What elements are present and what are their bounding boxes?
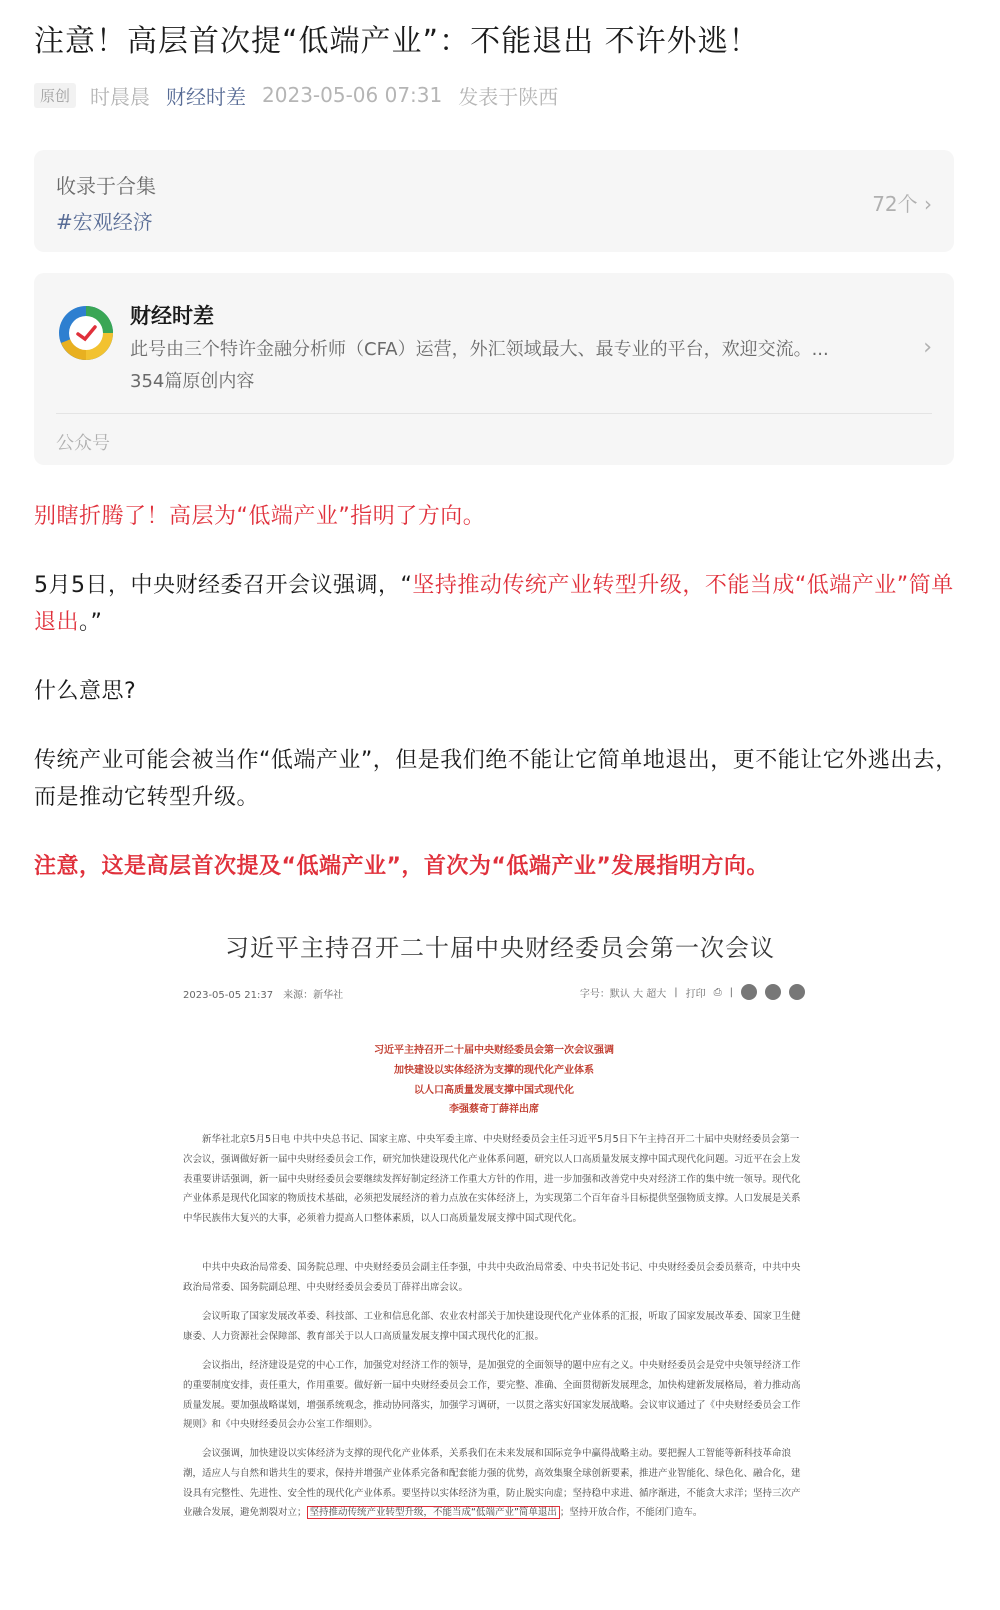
body-paragraph-2 xyxy=(34,567,959,641)
collection-tag[interactable]: #宏观经济 xyxy=(56,210,153,234)
divider-bar: | xyxy=(674,986,678,998)
account-post-count: 354篇原创内容 xyxy=(130,371,255,392)
collection-count xyxy=(872,188,932,217)
article-title: 注意！高层首次提“低端产业”：不能退出 不许外逃！ xyxy=(34,24,760,59)
collection-card[interactable] xyxy=(34,150,954,252)
body-paragraph-1: 别瞎折腾了！高层为“低端产业”指明了方向。 xyxy=(34,504,486,529)
body-paragraph-5: 注意，这是高层首次提及“低端产业”，首次为“低端产业”发展指明方向。 xyxy=(34,854,769,879)
embedded-paragraph-5 xyxy=(183,1444,805,1523)
embedded-headline-4: 李强蔡奇丁薛祥出席 xyxy=(449,1104,539,1115)
font-size-options: 字号：默认 大 超大 xyxy=(579,988,667,1000)
article-meta xyxy=(34,80,558,110)
author-name[interactable]: 时晨晨 xyxy=(90,84,151,109)
weibo-icon xyxy=(741,984,757,1000)
divider-bar: | xyxy=(729,986,733,998)
account-description: 此号由三个特许金融分析师（CFA）运营，外汇领域最大、最专业的平台，欢迎交流。... xyxy=(130,339,829,360)
wechat-icon xyxy=(765,984,781,1000)
highlighted-quote: 坚持推动传统产业转型升级，不能当成“低端产业”简单退出 xyxy=(307,1506,560,1519)
embedded-paragraph-2: 中共中央政治局常委、国务院总理、中央财经委员会副主任李强，中共中央政治局常委、中央书记处书记、中央财经委员会委员蔡奇，中共中央政治局常委、国务院副总理、中央财经委员会委员丁薛祥出席会议。 xyxy=(183,1262,801,1293)
embedded-paragraph-4: 会议指出，经济建设是党的中心工作，加强党对经济工作的领导，是加强党的全面领导的题中应有之义。中央财经委员会是党中央领导经济工作的重要制度安排，责任重大，作用重要。做好新一届中央财经委员会工作，要完整、准确、全面贯彻新发展理念，加快构建新发展格局，着力推动高质量发展。要加强战略谋划，增强系统观念，推动协同落实，加强学习调研，一以贯之落实好国家发展战略。会议审议通过了《中央财经委员会工作规则》和《中央财经委员会办公室工作细则》。 xyxy=(183,1360,801,1431)
p2-prefix: 5月5日，中央财经委召开会议强调，“ xyxy=(34,573,413,598)
print-label: 打印 xyxy=(685,988,706,1000)
chevron-right-icon: › xyxy=(923,335,932,360)
qzone-icon xyxy=(789,984,805,1000)
embedded-headline-1: 习近平主持召开二十届中央财经委员会第一次会议强调 xyxy=(374,1045,614,1056)
publish-location: 发表于陕西 xyxy=(458,84,559,109)
embedded-headline-2: 加快建设以实体经济为支撑的现代化产业体系 xyxy=(394,1065,594,1076)
embedded-tools xyxy=(580,984,805,1000)
embedded-paragraph-1: 新华社北京5月5日电 中共中央总书记、国家主席、中央军委主席、中央财经委员会主任习近平5月5日下午主持召开二十届中央财经委员会第一次会议，强调做好新一届中央财经委员会工作，研究加快建设现代化产业体系问题，研究以人口高质量发展支撑中国式现代化问题。习近平在会上发表重要讲话强调，新一届中央财经委员会要继续发挥好制定经济工作重大方针的作用，进一步加强和改善党中央对经济工作的集中统一领导。现代化产业体系是现代化国家的物质技术基础，必须把发展经济的着力点放在实体经济上，为实现第二个百年奋斗目标提供坚强物质支撑。人口发展是关系中华民族伟大复兴的大事，必须着力提高人口整体素质，以人口高质量发展支撑中国式现代化。 xyxy=(183,1134,801,1225)
clock-logo-icon xyxy=(58,305,114,361)
embedded-meta-bar xyxy=(183,984,805,1004)
para5-tail: ；坚持开放合作，不能闭门造车。 xyxy=(559,1507,703,1519)
embedded-headline-3: 以人口高质量发展支撑中国式现代化 xyxy=(414,1085,574,1096)
printer-icon: ⎙ xyxy=(713,986,722,998)
publish-datetime: 2023-05-06 07:31 xyxy=(262,83,443,107)
body-paragraph-3: 什么意思? xyxy=(34,679,137,704)
account-link[interactable]: 财经时差 xyxy=(166,84,247,109)
original-badge: 原创 xyxy=(34,83,76,108)
para5-text: 会议强调，加快建设以实体经济为支撑的现代化产业体系，关系我们在未来发展和国际竞争中赢得战略主动。要把握人工智能等新科技革命浪潮，适应人与自然和谐共生的要求，保持并增强产业体系完备和配套能力强的优势，高效集聚全球创新要素，推进产业智能化、绿色化、融合化，建设具有完整性、先进性、安全性的现代化产业体系。要坚持以实体经济为重，防止脱实向虚；坚持稳中求进、循序渐进，不能贪大求洋；坚持三次产业融合发展，避免割裂对立； xyxy=(183,1448,801,1519)
chevron-right-icon: › xyxy=(924,192,932,216)
embedded-paragraph-3: 会议听取了国家发展改革委、科技部、工业和信息化部、农业农村部关于加快建设现代化产业体系的汇报，听取了国家发展改革委、国家卫生健康委、人力资源社会保障部、教育部关于以人口高质量发展支撑中国式现代化的汇报。 xyxy=(183,1311,801,1342)
collection-count-text: 72个 xyxy=(872,192,918,216)
collection-label: 收录于合集 xyxy=(56,174,156,198)
body-paragraph-4: 传统产业可能会被当作“低端产业”，但是我们绝不能让它简单地退出，更不能让它外逃出去，而是推动它转型升级。 xyxy=(34,748,958,810)
p2-quote: 坚持推动传统产业转型升级，不能当成“低端产业”简单退出 xyxy=(34,573,954,635)
account-card[interactable] xyxy=(34,273,954,465)
embedded-image-caption: 习近平主持召开二十届中央财经委员会第一次会议 xyxy=(225,934,775,962)
account-name: 财经时差 xyxy=(130,304,214,328)
p2-suffix: 。” xyxy=(79,610,103,635)
account-type-label: 公众号 xyxy=(56,433,110,454)
embedded-meta-source: 2023-05-05 21:37 来源：新华社 xyxy=(183,990,344,1001)
card-divider xyxy=(56,413,932,414)
